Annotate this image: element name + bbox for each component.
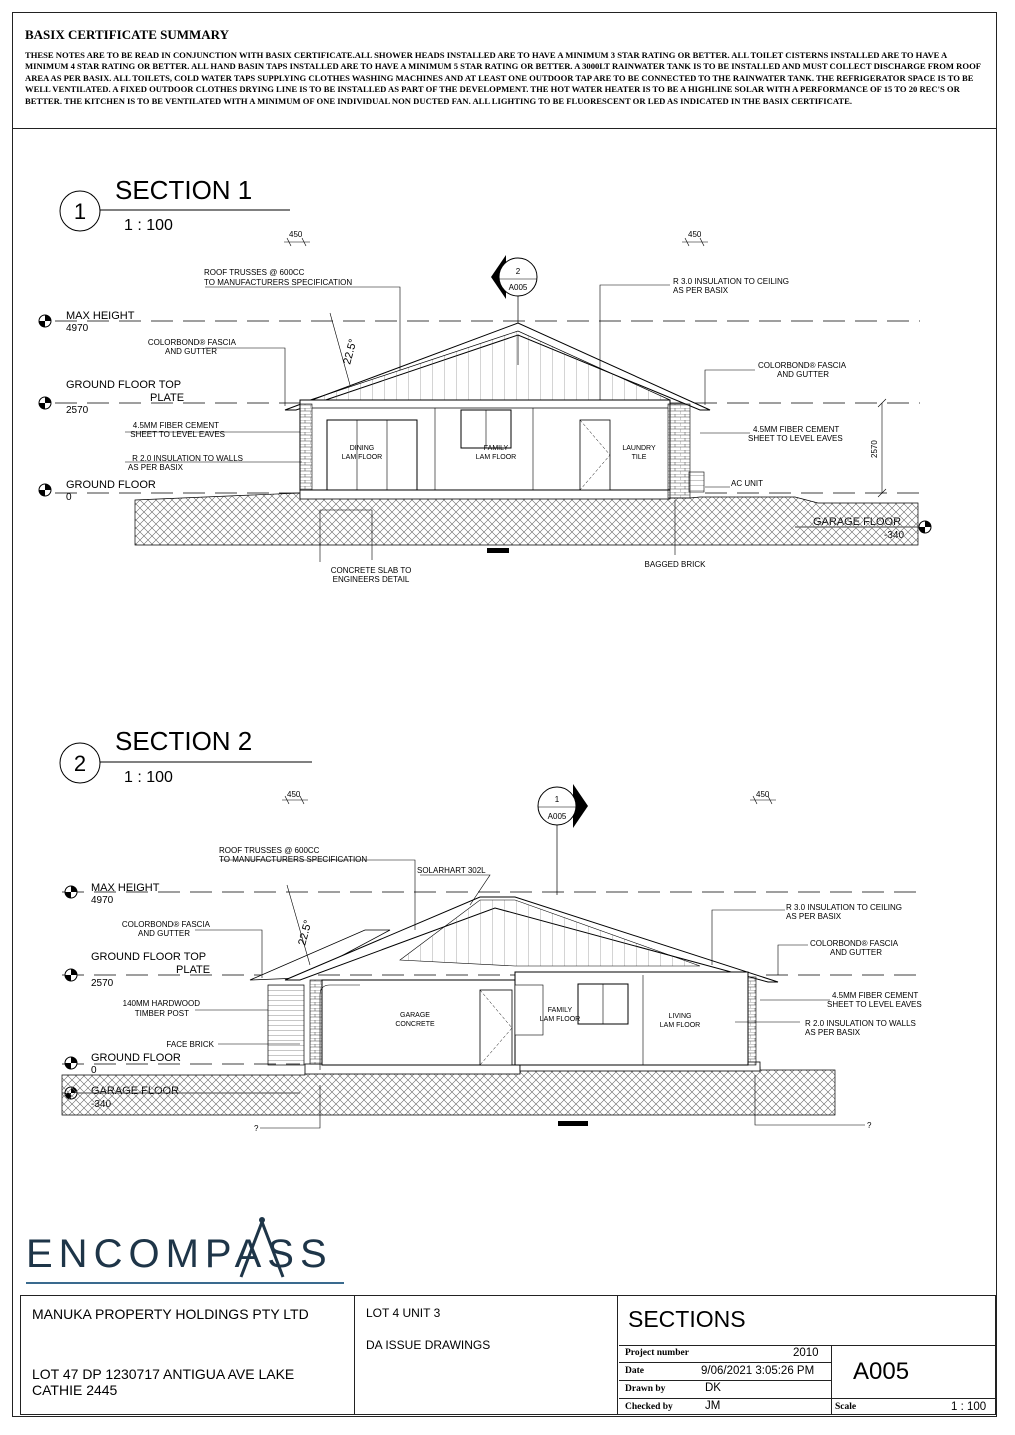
s1-note-colorbond-right-2: AND GUTTER <box>777 370 829 379</box>
svg-text:A005: A005 <box>508 283 528 292</box>
s1-note-r20-2: AS PER BASIX <box>127 463 183 472</box>
sheet-number: A005 <box>853 1358 910 1385</box>
s2-max-height-value: 4970 <box>91 895 114 906</box>
basix-notes: THESE NOTES ARE TO BE READ IN CONJUNCTION WITH BASIX CERTIFICATE.ALL SHOWER HEADS INSTALLED ARE TO HAVE A MINIMUM 3 STAR RATING OR BETTER. ALL TOILET CISTERNS INSTALLED ARE TO HAVE A MINIMUM 4 STAR RATING OR BETTER. ALL HAND BASIN TAPS INSTALLED ARE TO HAVE A MINIMUM 5 STAR RATING OR BETTER. A 3000LT RAINWATER TANK IS TO BE INSTALLED AND MUST COLLECT DISCHARGE FROM ROOF AREA AS PER BASIX. ALL TOILETS, COLD WATER TAPS SUPPLYING CLOTHES WASHING MACHINES AND AT LEAST ONE OUTDOOR TAP ARE TO BE CONNECTED TO THE RAINWATER TANK. THE REFRIGERATOR SPACE IS TO BE WELL VENTILATED. A FIXED OUTDOOR CLOTHES DRYING LINE IS TO BE INSTALLED AS PART OF THE DEVELOPMENT. THE HOT WATER HEATER IS TO BE A HIGHLINE SOLAR WITH A PERFORMANCE OF 15 TO 20 REC'S OR BETTER. THE KITCHEN IS TO BE VENTILATED WITH A MINIMUM OF ONE INDIVIDUAL NON DUCTED FAN. ALL LIGHTING TO BE FLUORESCENT OR LED AS INDICATED IN THE BASIX CERTIFICATE. <box>25 50 981 106</box>
s1-top-plate-label-2: PLATE <box>150 392 185 404</box>
s2-note-q-right: ? <box>867 1121 872 1130</box>
section-2-eave-dim-left: 450 <box>287 790 301 799</box>
scale-label: Scale <box>835 1402 857 1412</box>
s2-note-timber-post-2: TIMBER POST <box>134 1009 189 1018</box>
date-label: Date <box>625 1366 644 1376</box>
section-1-eave-dim-right: 450 <box>688 230 702 239</box>
section-1 <box>39 175 931 584</box>
checked-by: JM <box>705 1400 721 1412</box>
client-name: MANUKA PROPERTY HOLDINGS PTY LTD <box>32 1306 309 1322</box>
issue-status: DA ISSUE DRAWINGS <box>366 1338 491 1352</box>
section-2-title: SECTION 2 <box>115 726 253 756</box>
s1-top-plate-label-1: GROUND FLOOR TOP <box>66 379 182 391</box>
s1-note-fiber-left-1: 4.5MM FIBER CEMENT <box>132 421 219 430</box>
title-block-table <box>619 1345 996 1415</box>
s2-max-height-label: MAX HEIGHT <box>91 882 160 894</box>
s2-note-q-left: ? <box>254 1124 259 1133</box>
s2-note-r20-2: AS PER BASIX <box>805 1028 861 1037</box>
title-block-project-cell <box>354 1296 618 1414</box>
s2-note-face-brick: FACE BRICK <box>166 1040 214 1049</box>
section-1-ground-hatch <box>135 493 918 545</box>
s2-top-plate-label-2: PLATE <box>176 964 211 976</box>
s1-room-family: FAMILY <box>483 445 509 452</box>
s2-top-plate-value: 2570 <box>91 978 114 989</box>
section-1-scale: 1 : 100 <box>124 217 173 234</box>
s2-room-garage: GARAGE <box>400 1012 430 1019</box>
s1-note-slab-1: CONCRETE SLAB TO <box>330 566 412 575</box>
section-2-reference-marker <box>538 784 588 895</box>
s2-ground-value: 0 <box>91 1065 97 1076</box>
s1-note-roof-trusses-2: TO MANUFACTURERS SPECIFICATION <box>204 278 353 287</box>
s1-top-plate-value: 2570 <box>66 405 89 416</box>
s2-room-family: FAMILY <box>547 1007 573 1014</box>
s1-note-ac-unit: AC UNIT <box>731 479 763 488</box>
s2-note-r20-1: R 2.0 INSULATION TO WALLS <box>805 1019 916 1028</box>
project-number: 2010 <box>793 1347 819 1359</box>
s2-note-r30-1: R 3.0 INSULATION TO CEILING <box>786 903 903 912</box>
date-value: 9/06/2021 3:05:26 PM <box>701 1365 815 1377</box>
lot-unit: LOT 4 UNIT 3 <box>366 1306 441 1320</box>
s2-ground-label: GROUND FLOOR <box>91 1052 181 1064</box>
s1-note-roof-trusses-1: ROOF TRUSSES @ 600CC <box>204 268 305 277</box>
title-block-client-cell <box>21 1296 355 1414</box>
section-1-slab <box>300 490 670 499</box>
s1-ground-label: GROUND FLOOR <box>66 479 156 491</box>
s2-note-solarhart: SOLARHART 302L <box>417 866 486 875</box>
s1-note-colorbond-right-1: COLORBOND® FASCIA <box>758 361 847 370</box>
s2-top-plate-label-1: GROUND FLOOR TOP <box>91 951 207 963</box>
svg-text:A005: A005 <box>547 812 567 821</box>
s2-note-timber-post-1: 140MM HARDWOOD <box>122 999 200 1008</box>
encompass-logo: ENCOMPASS <box>26 1232 333 1276</box>
s1-room-laundry: LAUNDRY <box>622 445 656 452</box>
s2-room-garage-floor: CONCRETE <box>395 1021 435 1028</box>
s2-note-colorbond-left-2: AND GUTTER <box>138 929 190 938</box>
s1-note-r30-2: AS PER BASIX <box>673 286 729 295</box>
s1-room-laundry-floor: TILE <box>631 454 647 461</box>
s1-room-dining: DINING <box>349 445 375 452</box>
s1-pitch: 22.5° <box>341 337 360 366</box>
s2-note-colorbond-left-1: COLORBOND® FASCIA <box>121 920 210 929</box>
project-number-label: Project number <box>625 1348 689 1358</box>
s1-note-fiber-right-2: SHEET TO LEVEL EAVES <box>748 434 843 443</box>
s1-note-fiber-left-2: SHEET TO LEVEL EAVES <box>130 430 225 439</box>
section-2-eave-dim-right: 450 <box>756 790 770 799</box>
title-block <box>20 1295 996 1415</box>
s2-note-roof-trusses-1: ROOF TRUSSES @ 600CC <box>219 846 320 855</box>
sheet-name: SECTIONS <box>628 1306 746 1332</box>
section-2-building <box>250 897 778 1070</box>
s1-note-colorbond-left-1: COLORBOND® FASCIA <box>147 338 236 347</box>
svg-text:2: 2 <box>515 267 521 276</box>
s2-note-fiber-right-2: SHEET TO LEVEL EAVES <box>827 1000 922 1009</box>
s1-max-height-value: 4970 <box>66 323 89 334</box>
site-address: LOT 47 DP 1230717 ANTIGUA AVE LAKE CATHIE 2445 <box>32 1366 295 1398</box>
s2-note-fiber-right-1: 4.5MM FIBER CEMENT <box>832 991 919 1000</box>
section-2-number: 2 <box>73 751 87 776</box>
checked-by-label: Checked by <box>625 1402 673 1412</box>
s2-room-family-floor: LAM FLOOR <box>539 1016 581 1023</box>
s1-height-dim: 2570 <box>870 440 879 458</box>
s2-note-roof-trusses-2: TO MANUFACTURERS SPECIFICATION <box>219 855 368 864</box>
section-2 <box>60 726 922 1133</box>
s2-note-colorbond-right-1: COLORBOND® FASCIA <box>810 939 899 948</box>
s1-note-r20-1: R 2.0 INSULATION TO WALLS <box>132 454 243 463</box>
s1-max-height-label: MAX HEIGHT <box>66 310 135 322</box>
basix-title: BASIX CERTIFICATE SUMMARY <box>25 27 229 42</box>
s1-note-r30-1: R 3.0 INSULATION TO CEILING <box>673 277 790 286</box>
section-1-number: 1 <box>73 199 87 224</box>
s2-room-living: LIVING <box>668 1013 692 1020</box>
logo-underline <box>26 1282 344 1284</box>
s1-note-colorbond-left-2: AND GUTTER <box>165 347 217 356</box>
s2-note-r30-2: AS PER BASIX <box>786 912 842 921</box>
s1-note-bagged-brick: BAGGED BRICK <box>644 560 706 569</box>
section-1-title: SECTION 1 <box>115 175 253 205</box>
svg-text:1: 1 <box>554 795 560 804</box>
s1-ground-value: 0 <box>66 492 72 503</box>
section-2-scale: 1 : 100 <box>124 769 173 786</box>
section-1-eave-dim-left: 450 <box>289 230 303 239</box>
s1-room-family-floor: LAM FLOOR <box>475 454 517 461</box>
s2-room-living-floor: LAM FLOOR <box>659 1022 701 1029</box>
drawn-by-label: Drawn by <box>625 1384 666 1394</box>
s2-pitch: 22.5° <box>296 918 315 947</box>
s1-note-slab-2: ENGINEERS DETAIL <box>332 575 410 584</box>
s1-note-fiber-right-1: 4.5MM FIBER CEMENT <box>753 425 840 434</box>
s1-room-dining-floor: LAM FLOOR <box>341 454 383 461</box>
section-2-level-symbols <box>65 886 77 1099</box>
s2-note-colorbond-right-2: AND GUTTER <box>830 948 882 957</box>
drawn-by: DK <box>705 1382 721 1394</box>
scale-value: 1 : 100 <box>951 1401 987 1413</box>
